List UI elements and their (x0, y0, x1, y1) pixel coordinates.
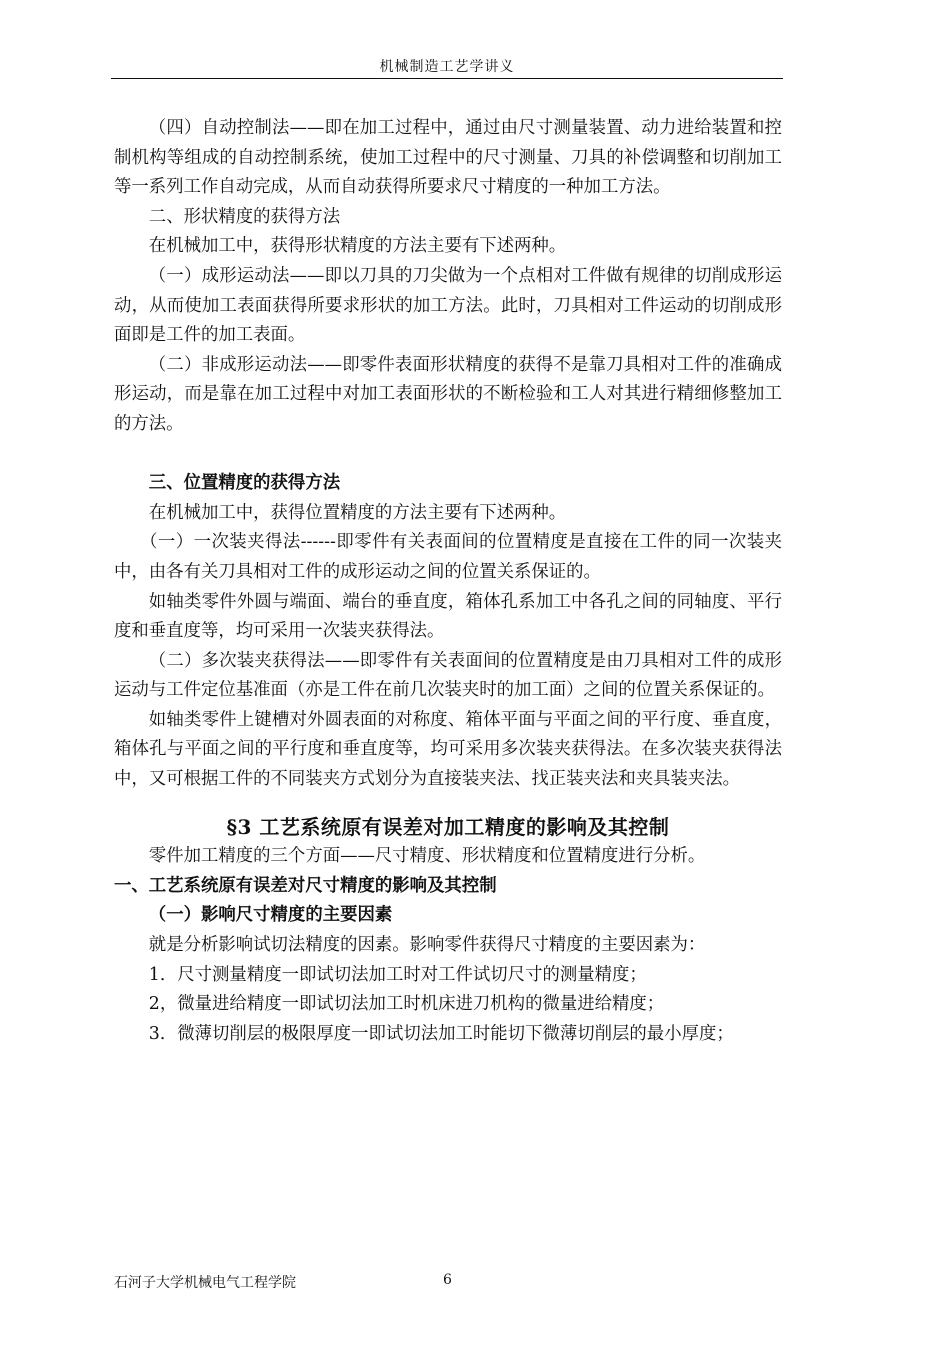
section-title: §3 工艺系统原有误差对加工精度的影响及其控制 (226, 814, 670, 839)
header-rule (111, 78, 783, 79)
list-item: 3．微薄切削层的极限厚度一即试切法加工时能切下微薄切削层的最小厚度； (148, 1023, 734, 1044)
heading-level-1: 一、工艺系统原有误差对尺寸精度的影响及其控制 (114, 875, 497, 896)
subheading: 二、形状精度的获得方法 (148, 206, 341, 227)
list-item: 2，微量进给精度一即试切法加工时机床进刀机构的微量进给精度； (148, 994, 665, 1015)
paragraph: （一）一次装夹得法------即零件有关表面间的位置精度是直接在工件的同一次装夹中，由各有关刀具相对工件的成形运动之间的位置关系保证的。 (114, 532, 782, 582)
spacer (114, 440, 782, 470)
paragraph: 在机械加工中，获得形状精度的方法主要有下述两种。 (148, 236, 567, 257)
spacer (114, 795, 782, 813)
page-number: 6 (443, 1272, 452, 1288)
paragraph: 就是分析影响试切法精度的因素。影响零件获得尺寸精度的主要因素为： (148, 935, 706, 956)
paragraph: 零件加工精度的三个方面——尺寸精度、形状精度和位置精度进行分析。 (148, 846, 706, 867)
paragraph: 在机械加工中，获得位置精度的方法主要有下述两种。 (148, 502, 567, 523)
paragraph: （二）多次装夹获得法——即零件有关表面间的位置精度是由刀具相对工件的成形运动与工件定位基准面（亦是工件在前几次装夹时的加工面）之间的位置关系保证的。 (114, 650, 782, 701)
running-header: 机械制造工艺学讲义 (379, 59, 515, 75)
footer-institution: 石河子大学机械电气工程学院 (114, 1275, 296, 1291)
paragraph: 如轴类零件外圆与端面、端台的垂直度，箱体孔系加工中各孔之间的同轴度、平行度和垂直度等，均可采用一次装夹获得法。 (114, 591, 782, 642)
paragraph: （一）成形运动法——即以刀具的刀尖做为一个点相对工件做有规律的切削成形运动，从而使加工表面获得所要求形状的加工方法。此时，刀具相对工件运动的切削成形面即是工件的加工表面。 (114, 265, 782, 346)
paragraph: 如轴类零件上键槽对外圆表面的对称度、箱体平面与平面之间的平行度、垂直度，箱体孔与平面之间的平行度和垂直度等，均可采用多次装夹获得法。在多次装夹获得法中，又可根据工件的不同装夹方式划分为直接装夹法、找正装夹法和夹具装夹法。 (114, 709, 782, 790)
paragraph: （二）非成形运动法——即零件表面形状精度的获得不是靠刀具相对工件的准确成形运动，而是靠在加工过程中对加工表面形状的不断检验和工人对其进行精细修整加工的方法。 (114, 354, 782, 434)
paragraph: （四）自动控制法——即在加工过程中，通过由尺寸测量装置、动力进给装置和控制机构等组成的自动控制系统，使加工过程中的尺寸测量、刀具的补偿调整和切削加工等一系列工作自动完成，从而自动获得所要求尺寸精度的一种加工方法。 (114, 118, 782, 198)
heading-level-2: （一）影响尺寸精度的主要因素 (148, 905, 393, 926)
list-item: 1．尺寸测量精度一即试切法加工时对工件试切尺寸的测量精度； (148, 964, 647, 985)
subheading: 三、位置精度的获得方法 (148, 473, 341, 494)
document-body (114, 114, 782, 1049)
